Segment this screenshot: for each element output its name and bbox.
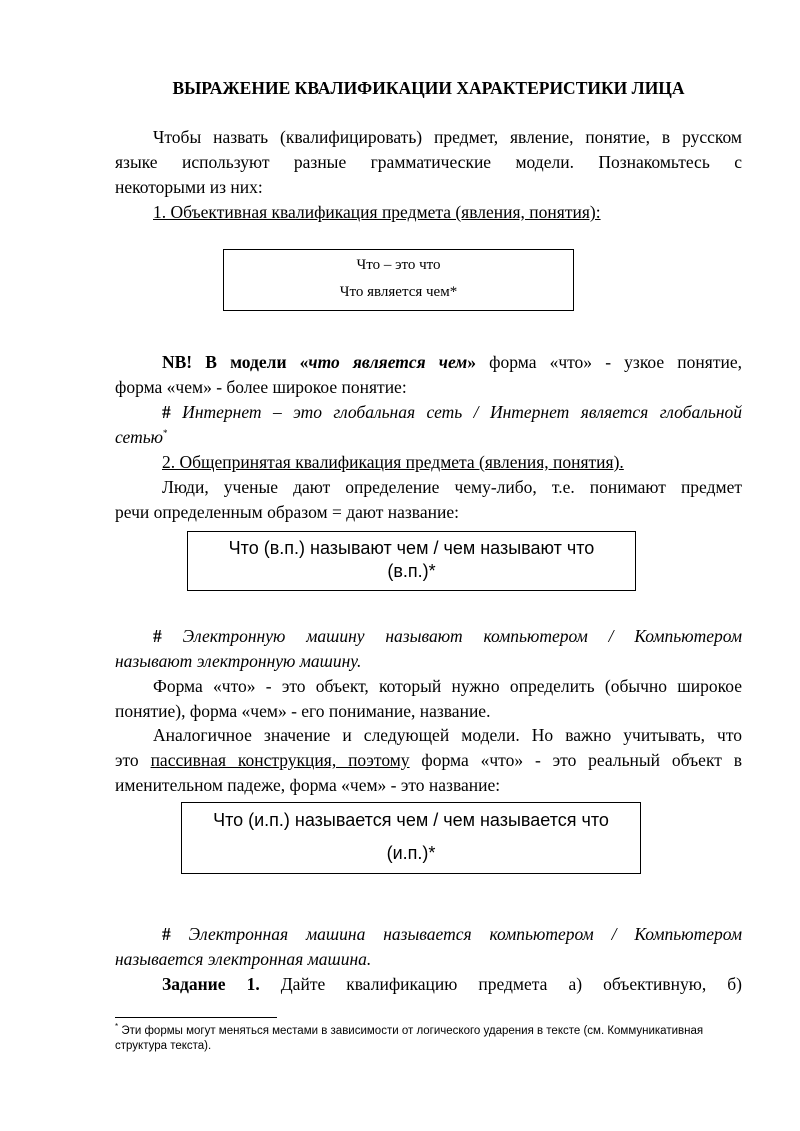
model-box-1-line-1: Что – это что [356, 257, 441, 273]
form-line-2: понятие), форма «чем» - его понимание, название. [115, 701, 491, 721]
task-1-line: Задание 1. Дайте квалификацию предмета а) объективную, б) [162, 974, 742, 994]
analog-line-2: это пассивная конструкция, поэтому форма «что» - это реальный объект в [115, 750, 742, 770]
passive-construction-underline: пассивная конструкция, поэтому [150, 750, 410, 770]
example-1-line-1: # Интернет – это глобальная сеть / Интернет является глобальной [162, 402, 742, 422]
model-box-2 [187, 531, 636, 591]
model-box-1-line-2: Что является чем* [339, 284, 458, 300]
footnote-reference: * [163, 428, 168, 439]
example-3-line-2: называется электронная машина. [115, 949, 372, 969]
example-2-line-1: # Электронную машину называют компьютером / Компьютером [153, 626, 742, 646]
footnote: * Эти формы могут меняться местами в зависимости от логического ударения в тексте (см. Коммуникативная структура текста). [115, 1022, 704, 1052]
nb-line-1: NB! В модели «что является чем» форма «что» - узкое понятие, [162, 352, 742, 372]
model-box-1 [223, 249, 574, 311]
model-box-3-line-2: (и.п.)* [386, 843, 436, 863]
nb-line-2: форма «чем» - более широкое понятие: [115, 377, 407, 397]
analog-line-3: именительном падеже, форма «чем» - это название: [115, 775, 501, 795]
intro-line-2: языке используют разные грамматические модели. Познакомьтесь с [115, 152, 742, 172]
section-2-heading: 2. Общепринятая квалификация предмета (явления, понятия). [162, 452, 624, 472]
model-box-3 [181, 802, 641, 874]
example-2-line-2: называют электронную машину. [115, 651, 362, 671]
intro-line-1: Чтобы назвать (квалифицировать) предмет, явление, понятие, в русском [153, 127, 742, 147]
people-line-1: Люди, ученые дают определение чему-либо, т.е. понимают предмет [162, 477, 742, 497]
model-box-2-line-2: (в.п.)* [387, 561, 436, 581]
model-box-2-line-1: Что (в.п.) называют чем / чем называют что [228, 538, 595, 558]
footnote-separator [115, 1017, 277, 1018]
intro-line-3: некоторыми из них: [115, 177, 263, 197]
model-box-3-line-1: Что (и.п.) называется чем / чем называется что [213, 810, 609, 830]
example-3-line-1: # Электронная машина называется компьютером / Компьютером [162, 924, 742, 944]
example-1-line-2: сетью* [115, 427, 168, 447]
page-title: ВЫРАЖЕНИЕ КВАЛИФИКАЦИИ ХАРАКТЕРИСТИКИ ЛИЦА [172, 78, 685, 98]
form-line-1: Форма «что» - это объект, который нужно определить (обычно широкое [153, 676, 742, 696]
section-1-heading: 1. Объективная квалификация предмета (явления, понятия): [153, 202, 601, 222]
analog-line-1: Аналогичное значение и следующей модели. Но важно учитывать, что [153, 725, 742, 745]
people-line-2: речи определенным образом = дают название: [115, 502, 459, 522]
